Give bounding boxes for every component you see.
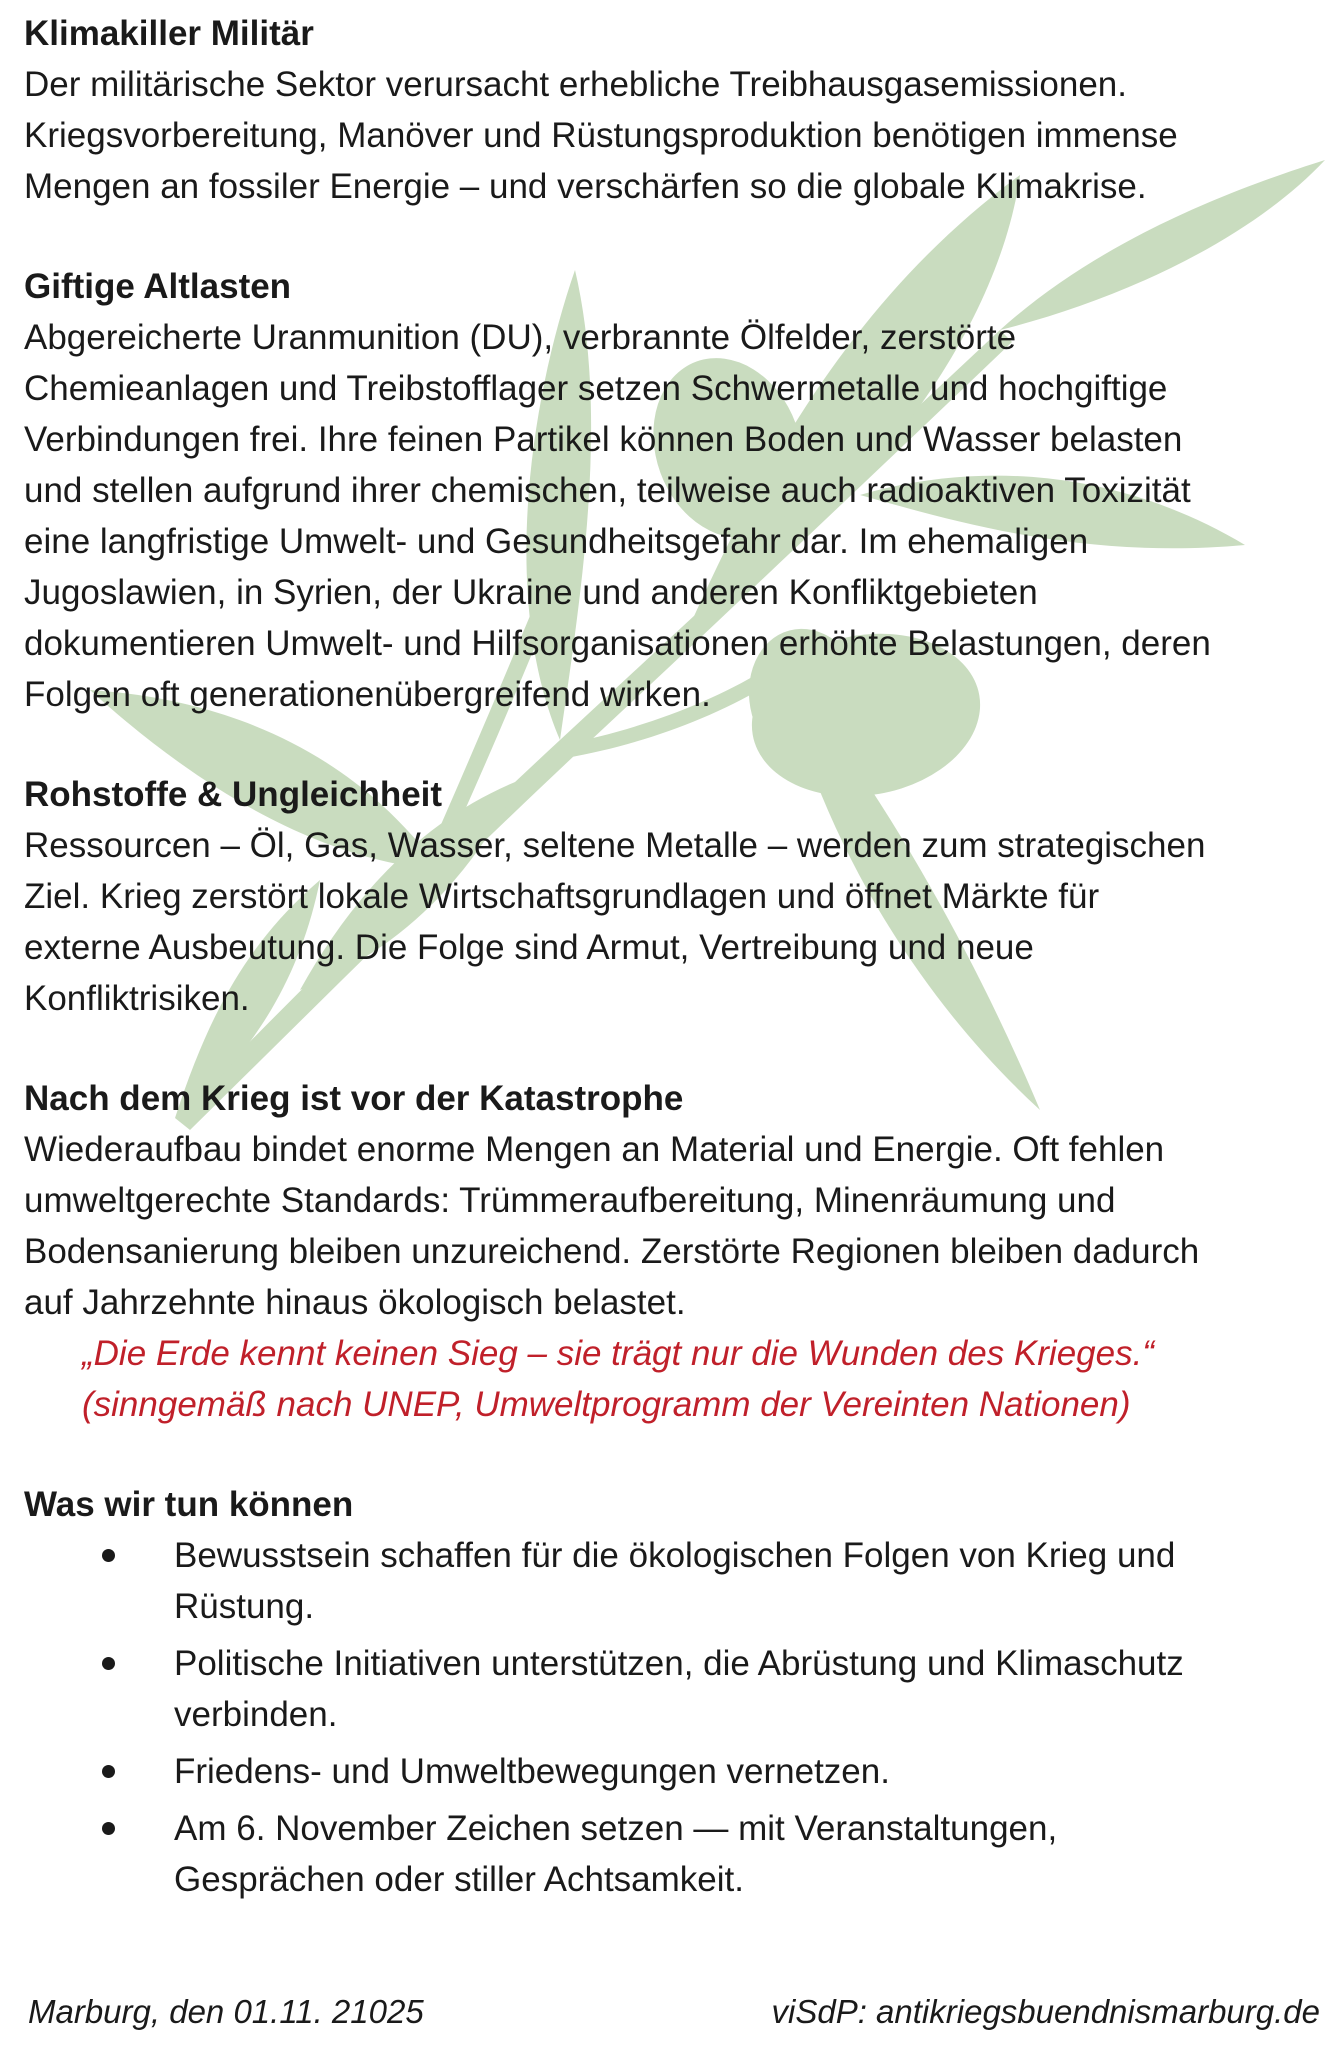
section-text — [24, 59, 1324, 212]
text-line: Konfliktrisiken. — [24, 979, 250, 1018]
text-line: und stellen aufgrund ihrer chemischen, teilweise auch radioaktiven Toxizität — [24, 471, 1191, 510]
list-item-text: Politische Initiativen unterstützen, die Abrüstung und Klimaschutz — [174, 1644, 1184, 1683]
section-rohstoffe — [24, 769, 1324, 1024]
text-line: Bodensanierung bleiben unzureichend. Zerstörte Regionen bleiben dadurch — [24, 1232, 1200, 1271]
text-line: Ressourcen – Öl, Gas, Wasser, seltene Metalle – werden zum strategischen — [24, 826, 1206, 865]
unep-quote — [82, 1328, 1324, 1430]
list-item — [24, 1638, 1324, 1740]
text-line: externe Ausbeutung. Die Folge sind Armut, Vertreibung und neue — [24, 928, 1034, 967]
text-line: auf Jahrzehnte hinaus ökologisch belastet. — [24, 1283, 686, 1322]
section-heading: Nach dem Krieg ist vor der Katastrophe — [24, 1079, 684, 1118]
bullet-icon — [102, 1822, 115, 1835]
quote-source: (sinngemäß nach UNEP, Umweltprogramm der Vereinten Nationen) — [82, 1385, 1131, 1424]
section-klimakiller — [24, 8, 1324, 212]
section-heading: Was wir tun können — [24, 1485, 354, 1524]
text-line: eine langfristige Umwelt- und Gesundheitsgefahr dar. Im ehemaligen — [24, 522, 1089, 561]
section-heading: Giftige Altlasten — [24, 267, 292, 306]
action-list — [24, 1530, 1324, 1905]
section-text — [24, 1124, 1324, 1328]
section-actions — [24, 1479, 1324, 1905]
list-item-text: Rüstung. — [174, 1587, 315, 1626]
text-line: Chemieanlagen und Treibstofflager setzen Schwermetalle und hochgiftige — [24, 369, 1168, 408]
text-line: Ziel. Krieg zerstört lokale Wirtschaftsgrundlagen und öffnet Märkte für — [24, 877, 1100, 916]
list-item-text: Gesprächen oder stiller Achtsamkeit. — [174, 1860, 744, 1899]
text-line: Wiederaufbau bindet enorme Mengen an Material und Energie. Oft fehlen — [24, 1130, 1165, 1169]
visdp-link[interactable]: viSdP: antikriegsbuendnismarburg.de — [771, 1993, 1320, 2030]
section-nach-dem-krieg — [24, 1073, 1324, 1430]
list-item-text: Am 6. November Zeichen setzen — mit Veranstaltungen, — [174, 1809, 1058, 1848]
text-line: Kriegsvorbereitung, Manöver und Rüstungsproduktion benötigen immense — [24, 116, 1178, 155]
list-item — [24, 1530, 1324, 1632]
list-item — [24, 1803, 1324, 1905]
document-body — [24, 8, 1324, 1954]
bullet-icon — [102, 1657, 115, 1670]
list-item — [24, 1746, 1324, 1797]
list-item-text: Bewusstsein schaffen für die ökologischen Folgen von Krieg und — [174, 1536, 1176, 1575]
text-line: Jugoslawien, in Syrien, der Ukraine und anderen Konfliktgebieten — [24, 573, 1038, 612]
section-text — [24, 820, 1324, 1024]
text-line: Abgereicherte Uranmunition (DU), verbrannte Ölfelder, zerstörte — [24, 318, 1017, 357]
section-heading: Klimakiller Militär — [24, 14, 314, 53]
list-item-text: verbinden. — [174, 1695, 338, 1734]
section-altlasten — [24, 261, 1324, 720]
text-line: umweltgerechte Standards: Trümmeraufbereitung, Minenräumung und — [24, 1181, 1116, 1220]
text-line: Der militärische Sektor verursacht erhebliche Treibhausgasemissionen. — [24, 65, 1127, 104]
quote-text: „Die Erde kennt keinen Sieg – sie trägt nur die Wunden des Krieges.“ — [82, 1334, 1154, 1373]
bullet-icon — [102, 1765, 115, 1778]
text-line: Mengen an fossiler Energie – und verschärfen so die globale Klimakrise. — [24, 167, 1147, 206]
bullet-icon — [102, 1549, 115, 1562]
text-line: Verbindungen frei. Ihre feinen Partikel können Boden und Wasser belasten — [24, 420, 1183, 459]
list-item-text: Friedens- und Umweltbewegungen vernetzen. — [174, 1752, 890, 1791]
section-heading: Rohstoffe & Ungleichheit — [24, 775, 443, 814]
section-text — [24, 312, 1324, 720]
text-line: Folgen oft generationenübergreifend wirken. — [24, 675, 711, 714]
text-line: dokumentieren Umwelt- und Hilfsorganisationen erhöhte Belastungen, deren — [24, 624, 1211, 663]
place-date: Marburg, den 01.11. 21025 — [28, 1993, 424, 2030]
